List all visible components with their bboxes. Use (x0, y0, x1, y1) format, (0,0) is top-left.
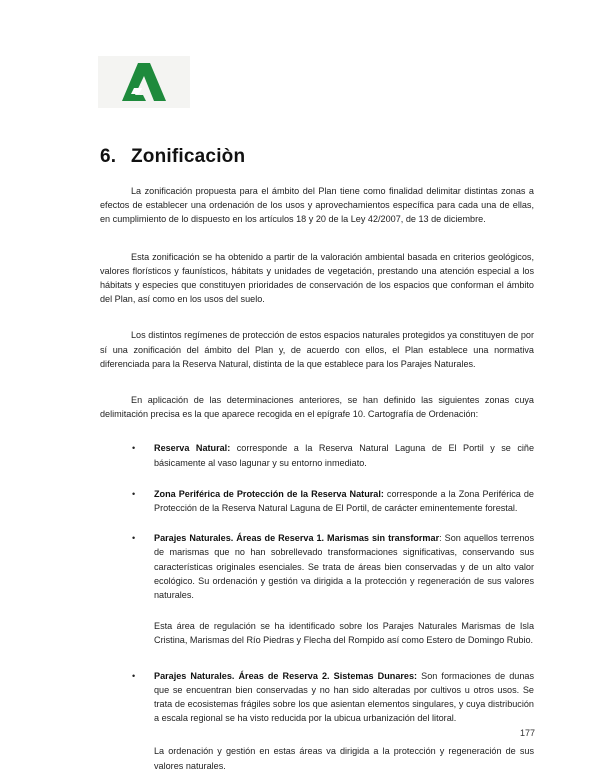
page-number: 177 (520, 728, 536, 738)
bullet-item-reserva-natural (100, 441, 534, 469)
section-number: 6. (100, 146, 117, 167)
bullet-marker: • (132, 443, 136, 454)
bullet-item-sistemas-dunares (100, 669, 534, 726)
body-text (100, 184, 534, 773)
bullet-item-zona-periferica (100, 487, 534, 515)
paragraph-3: Los distintos regímenes de protección de estos espacios naturales protegidos ya constituyen de por sí una zonificación del ámbito del Plan y, de acuerdo con ellos, el Plan establece una normativa diferenciada para la Reserva Natural, distinta de la que establece para los Parajes Naturales. (100, 330, 534, 369)
bullet-marker: • (132, 533, 136, 544)
bullet-marker: • (132, 670, 136, 681)
bullet-term: Parajes Naturales. Áreas de Reserva 2. Sistemas Dunares: (154, 670, 418, 681)
junta-andalucia-logo-icon (122, 63, 166, 101)
bullet-text: corresponde a la Zona Periférica de Protección de la Reserva Natural Laguna de El Portil, de carácter eminentemente forestal. (154, 488, 534, 514)
bullet-item-marismas (100, 531, 534, 602)
bullet-text: Son formaciones de dunas que se encuentran bien conservadas y no han sido alteradas por cultivos u otros usos. Se trata de ecosistemas frágiles sobre los que asientan elementos singulares, y cuya distribución a escala regional se ha visto reducida por la ubicua urbanización del litoral. (154, 670, 534, 724)
paragraph-2: Esta zonificación se ha obtenido a partir de la valoración ambiental basada en criterios geológicos, valores florísticos y faunísticos, hábitats y unidades de vegetación, prestando una atención especial a los hábitats y especies que constituyen prioridades de conservación de los espacios que conforman el ámbito del Plan, así como en los usos del suelo. (100, 251, 534, 305)
subparagraph-dunares: La ordenación y gestión en estas áreas va dirigida a la protección y regeneración de sus valores naturales. (154, 746, 534, 771)
logo (98, 56, 190, 108)
section-heading (100, 146, 245, 168)
bullet-term: Parajes Naturales. Áreas de Reserva 1. Marismas sin transformar (154, 533, 440, 544)
paragraph-4: En aplicación de las determinaciones anteriores, se han definido las siguientes zonas cuya delimitación precisa es la que aparece recogida en el epígrafe 10. Cartografía de Ordenación: (100, 395, 534, 420)
bullet-text: corresponde a la Reserva Natural Laguna de El Portil y se ciñe básicamente al vaso lagunar y su entorno inmediato. (154, 443, 535, 468)
section-title: Zonificaciòn (131, 146, 246, 167)
bullet-text: : Son aquellos terrenos de marismas que no han sobrellevado transformaciones significativas, conservando sus características originales esenciales. Se trata de áreas bien conservadas y de un alto valor ecológico. Su ordenación y gestión va dirigida a la protección y regeneración de sus valores naturales. (154, 533, 534, 601)
bullet-term: Zona Periférica de Protección de la Reserva Natural: (154, 488, 384, 499)
bullet-marker: • (132, 488, 136, 499)
subparagraph-marismas: Esta área de regulación se ha identificado sobre los Parajes Naturales Marismas de Isla Cristina, Marismas del Río Piedras y Flecha del Rompido así como Estero de Domingo Rubio. (154, 621, 534, 646)
paragraph-1: La zonificación propuesta para el ámbito del Plan tiene como finalidad delimitar distintas zonas a efectos de establecer una ordenación de los usos y aprovechamientos específica para cada una de ellas, en cumplimiento de lo dispuesto en los artículos 18 y 20 de la Ley 42/2007, de 13 de diciembre. (100, 186, 534, 225)
bullet-term: Reserva Natural: (154, 443, 231, 454)
